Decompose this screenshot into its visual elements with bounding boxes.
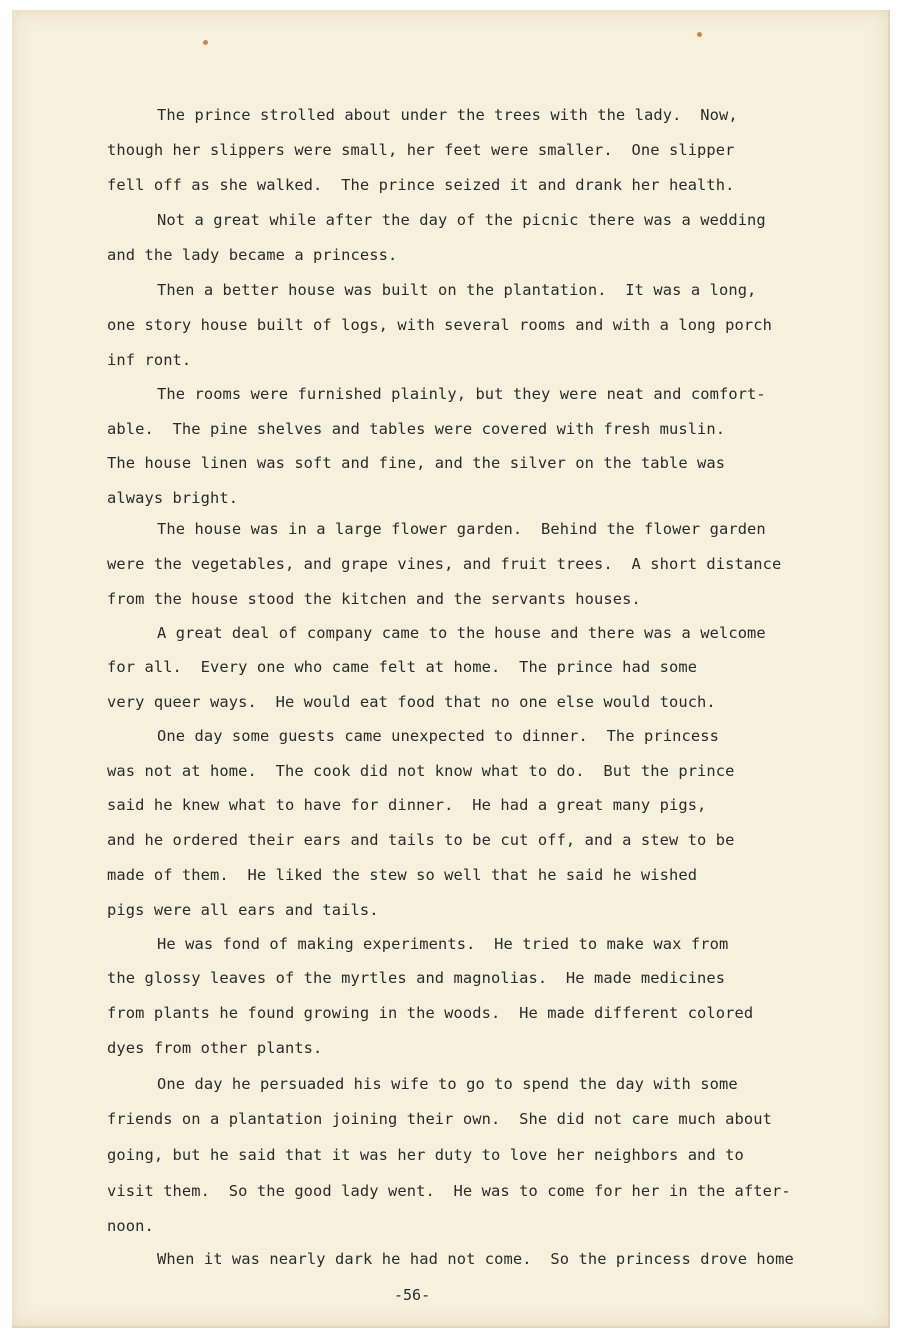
- text-line: fell off as she walked. The prince seized it and drank her health.: [107, 176, 735, 194]
- text-line: from plants he found growing in the woods. He made different colored: [107, 1004, 754, 1022]
- text-line: dyes from other plants.: [107, 1039, 323, 1057]
- text-line: The prince strolled about under the trees with the lady. Now,: [157, 106, 738, 124]
- text-line: was not at home. The cook did not know what to do. But the prince: [107, 762, 735, 780]
- page-number: -56-: [394, 1286, 431, 1304]
- text-line: visit them. So the good lady went. He was to come for her in the after-: [107, 1182, 791, 1200]
- text-line: When it was nearly dark he had not come. So the princess drove home: [157, 1250, 794, 1268]
- text-line: though her slippers were small, her feet were smaller. One slipper: [107, 141, 735, 159]
- text-line: friends on a plantation joining their own. She did not care much about: [107, 1110, 772, 1128]
- text-line: The house linen was soft and fine, and the silver on the table was: [107, 454, 726, 472]
- text-line: were the vegetables, and grape vines, and fruit trees. A short distance: [107, 555, 782, 573]
- text-line: Not a great while after the day of the picnic there was a wedding: [157, 211, 766, 229]
- text-line: One day some guests came unexpected to dinner. The princess: [157, 727, 719, 745]
- text-line: able. The pine shelves and tables were covered with fresh muslin.: [107, 420, 726, 438]
- text-line: The rooms were furnished plainly, but they were neat and comfort-: [157, 385, 766, 403]
- text-line: very queer ways. He would eat food that no one else would touch.: [107, 693, 716, 711]
- text-line: one story house built of logs, with several rooms and with a long porch: [107, 316, 772, 334]
- text-line: for all. Every one who came felt at home. The prince had some: [107, 658, 698, 676]
- document-page: [12, 10, 890, 1328]
- text-line: pigs were all ears and tails.: [107, 901, 379, 919]
- text-line: noon.: [107, 1217, 154, 1235]
- text-line: inf ront.: [107, 351, 192, 369]
- text-line: said he knew what to have for dinner. He had a great many pigs,: [107, 796, 707, 814]
- text-line: and he ordered their ears and tails to be cut off, and a stew to be: [107, 831, 735, 849]
- text-line: always bright.: [107, 489, 239, 507]
- text-line: made of them. He liked the stew so well that he said he wished: [107, 866, 698, 884]
- text-line: the glossy leaves of the myrtles and magnolias. He made medicines: [107, 969, 726, 987]
- typed-text-body: [12, 10, 888, 1326]
- text-line: Then a better house was built on the plantation. It was a long,: [157, 281, 757, 299]
- text-line: A great deal of company came to the house and there was a welcome: [157, 624, 766, 642]
- text-line: and the lady became a princess.: [107, 246, 398, 264]
- text-line: going, but he said that it was her duty to love her neighbors and to: [107, 1146, 744, 1164]
- text-line: He was fond of making experiments. He tried to make wax from: [157, 935, 729, 953]
- text-line: from the house stood the kitchen and the servants houses.: [107, 590, 641, 608]
- text-line: One day he persuaded his wife to go to spend the day with some: [157, 1075, 738, 1093]
- text-line: The house was in a large flower garden. Behind the flower garden: [157, 520, 766, 538]
